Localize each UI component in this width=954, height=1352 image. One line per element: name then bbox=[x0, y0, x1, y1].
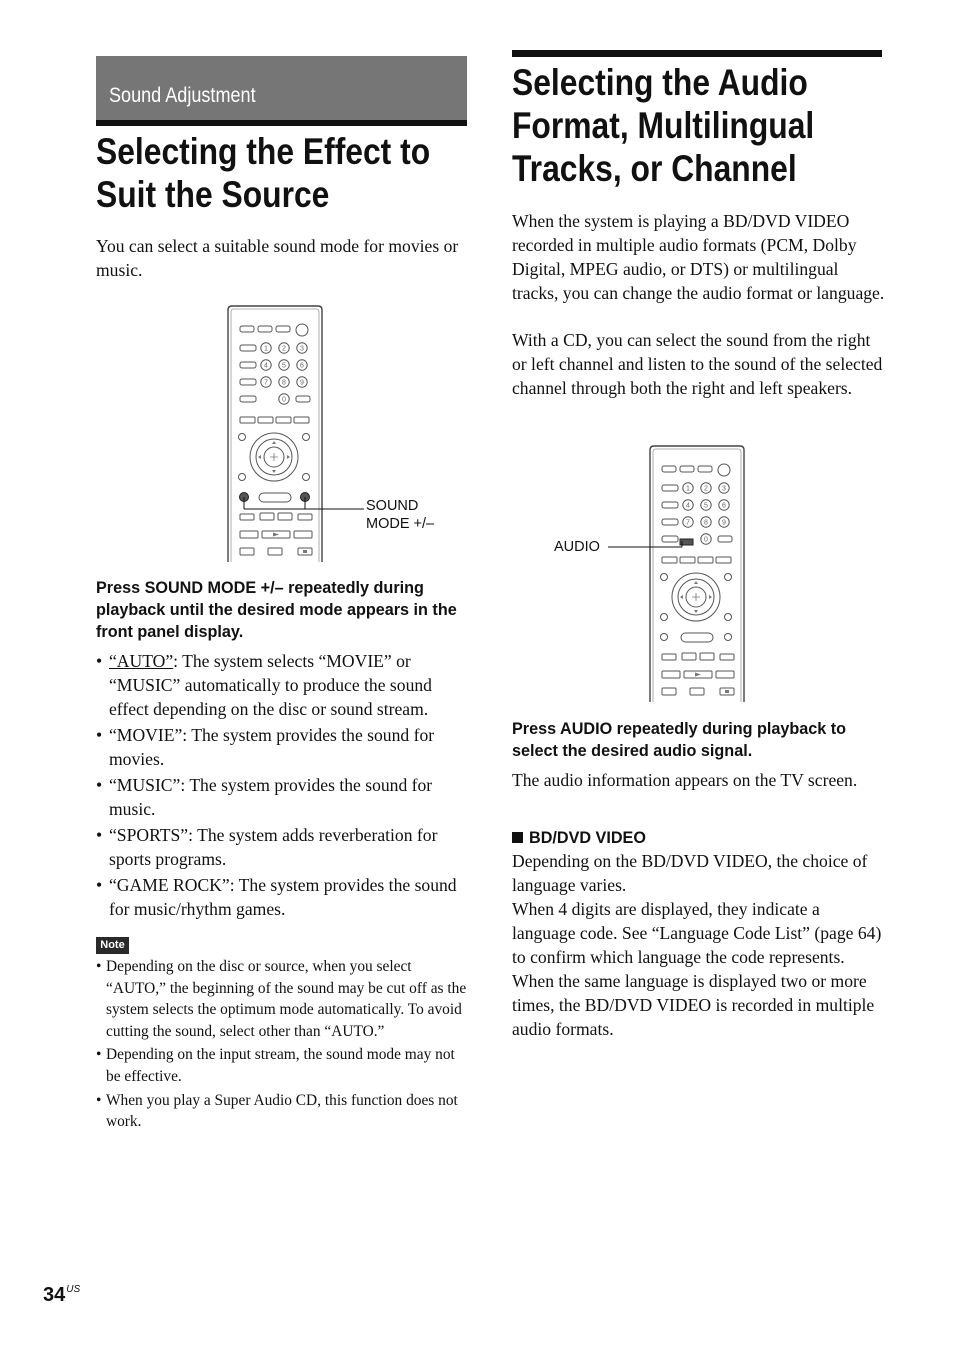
remote-button bbox=[725, 614, 732, 621]
section-rule-right bbox=[512, 50, 882, 57]
fastforward-button bbox=[294, 531, 312, 538]
list-item bbox=[96, 649, 468, 721]
nav-center-mark bbox=[692, 593, 700, 601]
remote-button bbox=[662, 519, 678, 525]
remote-button bbox=[240, 396, 256, 402]
remote-button bbox=[240, 548, 254, 555]
digit-label: 3 bbox=[722, 485, 726, 493]
stop-icon bbox=[303, 550, 307, 553]
rewind-button bbox=[662, 671, 680, 678]
section-header-band bbox=[96, 56, 467, 120]
section-header: Sound Adjustment bbox=[109, 84, 256, 107]
remote-button bbox=[240, 326, 254, 332]
remote-button bbox=[716, 557, 731, 563]
digit-label: 4 bbox=[686, 502, 690, 510]
remote-button bbox=[662, 502, 678, 508]
digit-label: 9 bbox=[300, 379, 304, 387]
rewind-button bbox=[240, 531, 258, 538]
remote-button bbox=[240, 379, 256, 385]
remote-button bbox=[661, 634, 668, 641]
remote-button bbox=[662, 557, 677, 563]
digit-label: 0 bbox=[704, 536, 708, 544]
notes-list bbox=[96, 956, 468, 1135]
power-button bbox=[296, 324, 308, 336]
audio-callout: AUDIO bbox=[554, 539, 600, 555]
list-item bbox=[96, 823, 468, 871]
remote-button bbox=[725, 634, 732, 641]
body-paragraph: Depending on the BD/DVD VIDEO, the choice of language varies. bbox=[512, 851, 868, 895]
digit-label: 1 bbox=[686, 485, 690, 493]
next-button bbox=[700, 653, 714, 660]
power-button bbox=[718, 464, 730, 476]
remote-button bbox=[662, 466, 676, 472]
remote-button bbox=[681, 633, 713, 642]
sound-mode-leader-line bbox=[244, 496, 364, 512]
digit-label: 5 bbox=[704, 502, 708, 510]
sound-mode-callout bbox=[366, 497, 434, 533]
callout-line: MODE +/– bbox=[366, 516, 435, 532]
list-item-text: “SPORTS”: The system adds reverberation for sports programs. bbox=[109, 825, 438, 869]
remote-button bbox=[698, 557, 713, 563]
nav-center-mark bbox=[270, 453, 278, 461]
remote-button bbox=[240, 417, 255, 423]
prev-button bbox=[682, 653, 696, 660]
remote-button bbox=[239, 434, 246, 441]
remote-button bbox=[303, 434, 310, 441]
title-line: Format, Multilingual bbox=[512, 105, 815, 146]
remote-button bbox=[661, 574, 668, 581]
digit-label: 1 bbox=[264, 345, 268, 353]
step-instruction-right: Press AUDIO repeatedly during playback to select the desired audio signal. bbox=[512, 720, 847, 760]
digit-label: 3 bbox=[300, 345, 304, 353]
list-item-text: “GAME ROCK”: The system provides the sound for music/rhythm games. bbox=[109, 875, 457, 919]
list-item bbox=[96, 773, 468, 821]
remote-control-illustration bbox=[226, 304, 324, 562]
prev-button bbox=[260, 513, 274, 520]
title-line: Suit the Source bbox=[96, 174, 330, 215]
page-locale-suffix: US bbox=[66, 1284, 81, 1295]
callout-line: SOUND bbox=[366, 498, 419, 514]
digit-label: 2 bbox=[704, 485, 708, 493]
sound-mode-list bbox=[96, 649, 468, 923]
remote-button bbox=[718, 536, 732, 542]
remote-button bbox=[239, 474, 246, 481]
intro-text: You can select a suitable sound mode for movies or music. bbox=[96, 236, 459, 280]
auto-term: “AUTO” bbox=[109, 651, 174, 671]
page-number-value: 34 bbox=[43, 1284, 66, 1306]
remote-button bbox=[240, 345, 256, 351]
remote-button bbox=[258, 417, 273, 423]
remote-button bbox=[240, 362, 256, 368]
remote-button bbox=[294, 417, 309, 423]
pause-button bbox=[268, 548, 282, 555]
remote-button bbox=[276, 326, 290, 332]
remote-button bbox=[661, 614, 668, 621]
remote-control-illustration bbox=[648, 444, 746, 702]
list-item-text: “MOVIE”: The system provides the sound for movies. bbox=[109, 725, 435, 769]
play-icon bbox=[273, 533, 279, 537]
remote-button bbox=[296, 396, 310, 402]
list-item bbox=[96, 723, 468, 771]
step-result-text: The audio information appears on the TV screen. bbox=[512, 770, 858, 790]
sub-heading-text: BD/DVD VIDEO bbox=[529, 829, 646, 847]
remote-button bbox=[303, 474, 310, 481]
square-bullet-icon bbox=[512, 832, 523, 843]
remote-button bbox=[258, 326, 272, 332]
digit-label: 2 bbox=[282, 345, 286, 353]
note-label: Note bbox=[96, 937, 129, 954]
list-item-text: “MUSIC”: The system provides the sound for music. bbox=[109, 775, 433, 819]
remote-button bbox=[662, 485, 678, 491]
remote-button bbox=[720, 654, 734, 660]
digit-label: 9 bbox=[722, 519, 726, 527]
list-item-text: : The system selects “MOVIE” or “MUSIC” automatically to produce the sound effect depending on the disc or sound stream. bbox=[109, 651, 432, 719]
page-title-right bbox=[512, 61, 814, 190]
page-title-left bbox=[96, 130, 430, 216]
page-number bbox=[43, 1284, 80, 1307]
title-line: Tracks, or Channel bbox=[512, 148, 797, 189]
digit-label: 0 bbox=[282, 396, 286, 404]
audio-leader-line bbox=[608, 538, 688, 550]
remote-button bbox=[298, 514, 312, 520]
digit-label: 7 bbox=[686, 519, 690, 527]
step-instruction-left: Press SOUND MODE +/– repeatedly during playback until the desired mode appears in the front panel display. bbox=[96, 579, 457, 641]
digit-label: 6 bbox=[300, 362, 304, 370]
remote-button bbox=[698, 466, 712, 472]
sub-heading bbox=[512, 827, 646, 849]
remote-button bbox=[680, 557, 695, 563]
next-button bbox=[278, 513, 292, 520]
title-line: Selecting the Audio bbox=[512, 62, 808, 103]
remote-button bbox=[662, 688, 676, 695]
remote-button bbox=[240, 514, 254, 520]
digit-label: 7 bbox=[264, 379, 268, 387]
stop-icon bbox=[725, 690, 729, 693]
title-line: Selecting the Effect to bbox=[96, 131, 431, 172]
note-item: • When you play a Super Audio CD, this function does not work. bbox=[96, 1090, 468, 1133]
digit-label: 5 bbox=[282, 362, 286, 370]
fastforward-button bbox=[716, 671, 734, 678]
body-paragraph: When the system is playing a BD/DVD VIDEO recorded in multiple audio formats (PCM, Dolby Digital, MPEG audio, or DTS) or multilingual tracks, you can change the audio format or language. bbox=[512, 211, 885, 303]
body-paragraph: When 4 digits are displayed, they indicate a language code. See “Language Code List” (page 64) to confirm which language the code represents. When the same language is displayed two or more times, the BD/DVD VIDEO is recorded in multiple audio formats. bbox=[512, 899, 882, 1039]
note-item: • Depending on the input stream, the sound mode may not be effective. bbox=[96, 1044, 468, 1087]
remote-button bbox=[276, 417, 291, 423]
remote-button bbox=[725, 574, 732, 581]
remote-button bbox=[662, 654, 676, 660]
pause-button bbox=[690, 688, 704, 695]
section-rule bbox=[96, 120, 467, 126]
list-item bbox=[96, 873, 468, 921]
body-paragraph: With a CD, you can select the sound from the right or left channel and listen to the sound of the selected channel through both the right and left speakers. bbox=[512, 330, 883, 398]
digit-label: 8 bbox=[282, 379, 286, 387]
remote-body-inner bbox=[653, 449, 741, 702]
note-item: • Depending on the disc or source, when you select “AUTO,” the beginning of the sound may be cut off as the system selects the optimum mode automatically. To avoid cutting the sound, select other than “AUTO.” bbox=[96, 956, 468, 1042]
digit-label: 6 bbox=[722, 502, 726, 510]
digit-label: 4 bbox=[264, 362, 268, 370]
remote-button bbox=[680, 466, 694, 472]
digit-label: 8 bbox=[704, 519, 708, 527]
play-icon bbox=[695, 673, 701, 677]
remote-body-inner bbox=[231, 309, 319, 562]
